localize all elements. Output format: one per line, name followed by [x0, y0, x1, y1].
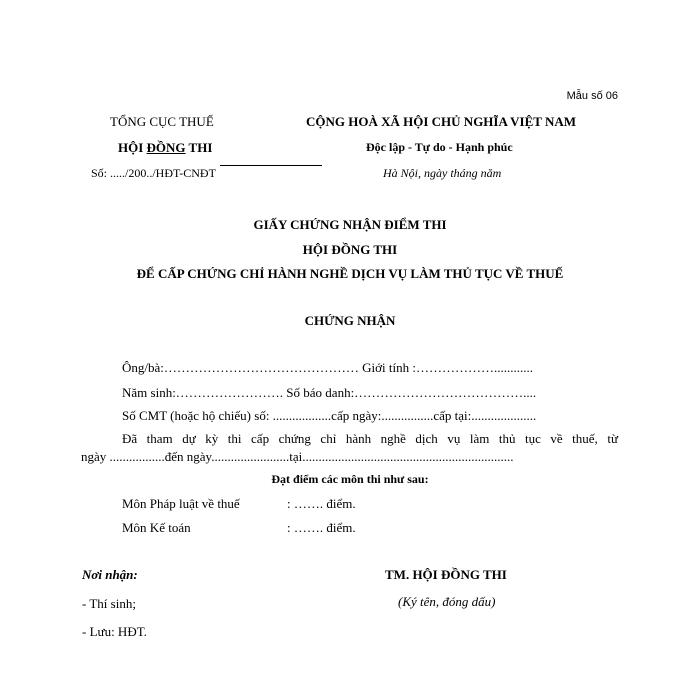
council-name — [118, 140, 212, 156]
nation-title: CỘNG HOÀ XÃ HỘI CHỦ NGHĨA VIỆT NAM — [306, 114, 577, 129]
council-name-suffix: THI — [185, 140, 213, 155]
national-motto: Độc lập - Tự do - Hạnh phúc — [366, 140, 513, 154]
subject-score: : ……. điểm. — [287, 520, 356, 535]
participation-statement: Đã tham dự kỳ thi cấp chứng chỉ hành nghề dịch vụ làm thủ tục về thuế, từ — [122, 431, 618, 446]
signer-title: TM. HỘI ĐỒNG THI — [385, 567, 507, 582]
recipient-item: - Thí sinh; — [82, 596, 136, 611]
recipients-label: Nơi nhận: — [82, 567, 138, 582]
document-title: GIẤY CHỨNG NHẬN ĐIỂM THI — [253, 217, 447, 232]
document-subtitle-council: HỘI ĐỒNG THI — [302, 242, 398, 257]
subject-name: Môn Kế toán — [122, 520, 191, 535]
document-number: Số: ...../200../HĐT-CNĐT — [91, 166, 216, 180]
field-name-gender: Ông/bà:……………………………………… Giới tính :………………............ — [122, 360, 533, 375]
signature-note: (Ký tên, đóng dấu) — [398, 594, 496, 609]
form-code: Mẫu số 06 — [566, 90, 618, 102]
scores-heading: Đạt điểm các môn thi như sau: — [271, 472, 429, 486]
subject-name: Môn Pháp luật về thuế — [122, 496, 240, 511]
participation-dates-place: ngày .................đến ngày........................tại................................................................. — [81, 449, 514, 464]
recipient-item: - Lưu: HĐT. — [82, 624, 147, 639]
certify-heading: CHỨNG NHẬN — [304, 313, 396, 328]
field-id-card: Số CMT (hoặc hộ chiếu) số: ..................cấp ngày:................cấp tại:.................... — [122, 408, 537, 423]
header-divider — [220, 165, 322, 166]
subject-score: : ……. điểm. — [287, 496, 356, 511]
council-name-prefix: HỘI — [118, 140, 147, 155]
field-birth-candidate-number: Năm sinh:……………………. Số báo danh:………………………………….... — [122, 385, 537, 400]
place-date: Hà Nội, ngày tháng năm — [383, 166, 502, 180]
council-name-underlined: ĐỒNG — [146, 140, 186, 155]
agency-name: TỔNG CỤC THUẾ — [110, 114, 214, 129]
document-subtitle-purpose: ĐỂ CẤP CHỨNG CHỈ HÀNH NGHỀ DỊCH VỤ LÀM THỦ TỤC VỀ THUẾ — [136, 266, 564, 281]
